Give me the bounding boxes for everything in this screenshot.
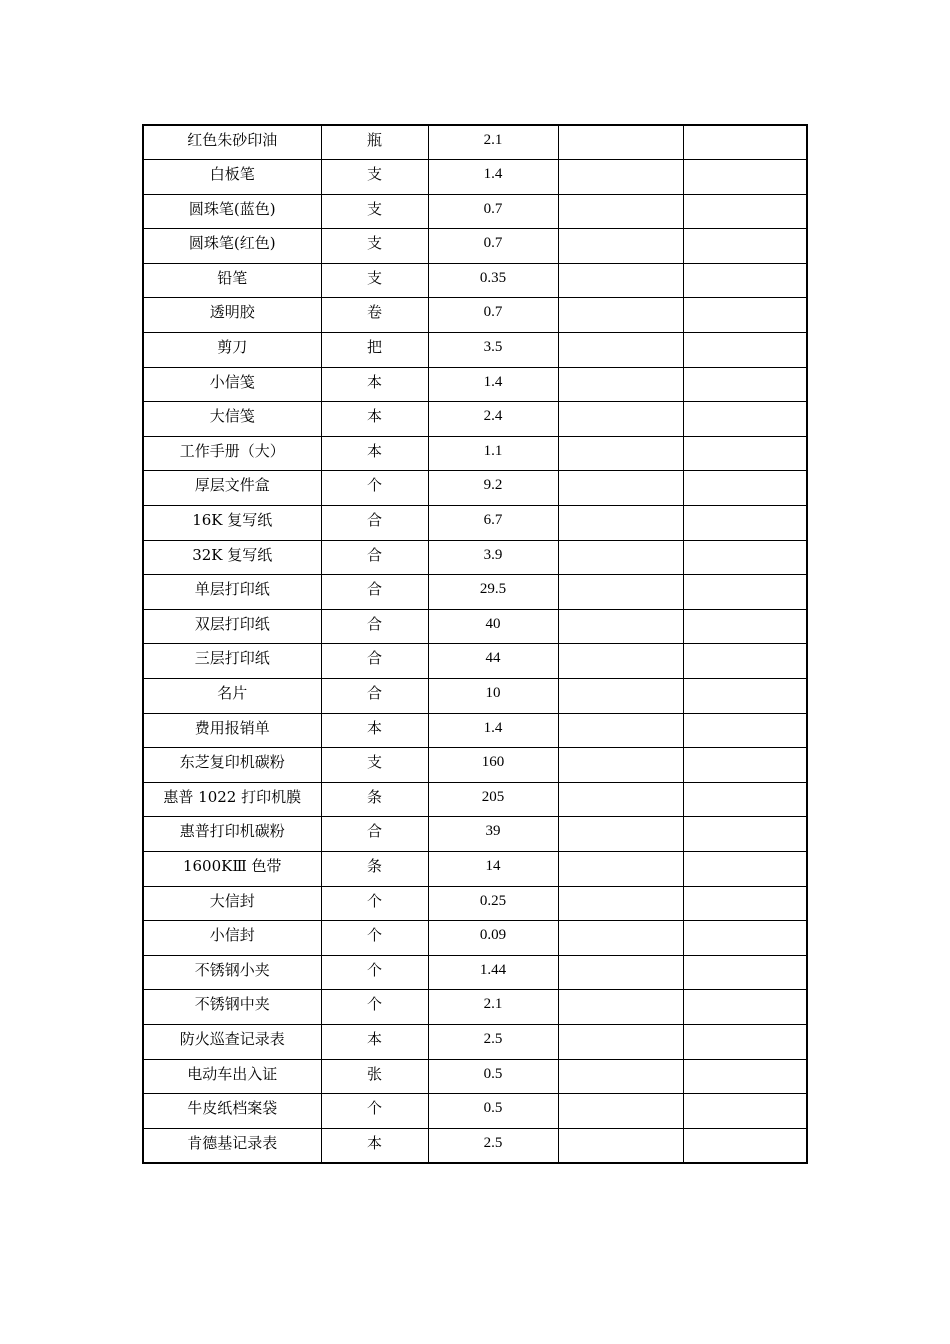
empty-cell xyxy=(683,748,807,783)
unit-price-cell: 3.9 xyxy=(428,540,558,575)
item-name-cell: 白板笔 xyxy=(143,160,321,195)
empty-cell xyxy=(683,955,807,990)
empty-cell xyxy=(683,402,807,437)
item-name-cell: 三层打印纸 xyxy=(143,644,321,679)
unit-cell: 合 xyxy=(321,575,428,610)
unit-cell: 本 xyxy=(321,436,428,471)
empty-cell xyxy=(558,436,683,471)
empty-cell xyxy=(558,955,683,990)
item-name-cell: 牛皮纸档案袋 xyxy=(143,1094,321,1129)
empty-cell xyxy=(683,921,807,956)
table-row xyxy=(143,921,807,956)
empty-cell xyxy=(683,679,807,714)
unit-cell: 瓶 xyxy=(321,125,428,160)
unit-price-cell: 14 xyxy=(428,851,558,886)
empty-cell xyxy=(558,679,683,714)
unit-cell: 个 xyxy=(321,886,428,921)
unit-cell: 支 xyxy=(321,160,428,195)
unit-cell: 个 xyxy=(321,1094,428,1129)
item-name-cell: 圆珠笔(红色) xyxy=(143,229,321,264)
empty-cell xyxy=(558,1059,683,1094)
unit-cell: 本 xyxy=(321,1128,428,1163)
unit-price-cell: 2.1 xyxy=(428,990,558,1025)
table-row xyxy=(143,540,807,575)
item-name-cell: 不锈钢中夹 xyxy=(143,990,321,1025)
empty-cell xyxy=(558,298,683,333)
item-name-cell: 名片 xyxy=(143,679,321,714)
unit-cell: 支 xyxy=(321,263,428,298)
table-row xyxy=(143,125,807,160)
empty-cell xyxy=(683,886,807,921)
empty-cell xyxy=(558,1128,683,1163)
unit-price-cell: 44 xyxy=(428,644,558,679)
unit-price-cell: 0.7 xyxy=(428,229,558,264)
table-row xyxy=(143,713,807,748)
unit-cell: 合 xyxy=(321,679,428,714)
unit-cell: 卷 xyxy=(321,298,428,333)
item-name-cell: 不锈钢小夹 xyxy=(143,955,321,990)
empty-cell xyxy=(558,921,683,956)
unit-cell: 个 xyxy=(321,955,428,990)
unit-cell: 把 xyxy=(321,333,428,368)
table-row xyxy=(143,436,807,471)
unit-cell: 条 xyxy=(321,851,428,886)
empty-cell xyxy=(683,298,807,333)
table-row xyxy=(143,333,807,368)
unit-price-cell: 0.25 xyxy=(428,886,558,921)
table-row xyxy=(143,817,807,852)
unit-price-cell: 10 xyxy=(428,679,558,714)
unit-price-cell: 0.5 xyxy=(428,1059,558,1094)
empty-cell xyxy=(558,540,683,575)
empty-cell xyxy=(558,506,683,541)
unit-price-cell: 2.4 xyxy=(428,402,558,437)
table-row xyxy=(143,471,807,506)
unit-cell: 支 xyxy=(321,229,428,264)
unit-price-cell: 0.7 xyxy=(428,194,558,229)
empty-cell xyxy=(683,229,807,264)
empty-cell xyxy=(683,367,807,402)
unit-price-cell: 2.1 xyxy=(428,125,558,160)
unit-cell: 合 xyxy=(321,609,428,644)
unit-price-cell: 29.5 xyxy=(428,575,558,610)
unit-price-cell: 205 xyxy=(428,782,558,817)
item-name-cell: 红色朱砂印油 xyxy=(143,125,321,160)
unit-price-cell: 2.5 xyxy=(428,1128,558,1163)
empty-cell xyxy=(683,263,807,298)
unit-price-cell: 1.4 xyxy=(428,160,558,195)
empty-cell xyxy=(683,160,807,195)
unit-cell: 合 xyxy=(321,540,428,575)
office-supplies-table xyxy=(142,124,808,1164)
item-name-cell: 肯德基记录表 xyxy=(143,1128,321,1163)
item-name-cell: 小信封 xyxy=(143,921,321,956)
empty-cell xyxy=(683,609,807,644)
empty-cell xyxy=(683,194,807,229)
unit-cell: 张 xyxy=(321,1059,428,1094)
item-name-cell: 双层打印纸 xyxy=(143,609,321,644)
unit-cell: 合 xyxy=(321,644,428,679)
table-row xyxy=(143,679,807,714)
empty-cell xyxy=(558,644,683,679)
unit-price-cell: 40 xyxy=(428,609,558,644)
item-name-cell: 厚层文件盒 xyxy=(143,471,321,506)
item-name-cell: 东芝复印机碳粉 xyxy=(143,748,321,783)
table-row xyxy=(143,782,807,817)
empty-cell xyxy=(683,540,807,575)
unit-price-cell: 0.09 xyxy=(428,921,558,956)
empty-cell xyxy=(683,1094,807,1129)
empty-cell xyxy=(558,713,683,748)
empty-cell xyxy=(558,990,683,1025)
unit-cell: 个 xyxy=(321,471,428,506)
unit-price-cell: 6.7 xyxy=(428,506,558,541)
table-row xyxy=(143,506,807,541)
item-name-cell: 惠普打印机碳粉 xyxy=(143,817,321,852)
unit-cell: 合 xyxy=(321,817,428,852)
unit-price-cell: 1.4 xyxy=(428,713,558,748)
empty-cell xyxy=(683,1128,807,1163)
table-row xyxy=(143,402,807,437)
empty-cell xyxy=(558,367,683,402)
table-row xyxy=(143,229,807,264)
table-row xyxy=(143,1059,807,1094)
table-row xyxy=(143,367,807,402)
table-row xyxy=(143,748,807,783)
empty-cell xyxy=(683,575,807,610)
empty-cell xyxy=(558,609,683,644)
table-row xyxy=(143,886,807,921)
empty-cell xyxy=(683,125,807,160)
unit-price-cell: 9.2 xyxy=(428,471,558,506)
item-name-cell: 大信封 xyxy=(143,886,321,921)
item-name-cell: 透明胶 xyxy=(143,298,321,333)
empty-cell xyxy=(558,782,683,817)
item-name-cell: 费用报销单 xyxy=(143,713,321,748)
item-name-cell: 32K 复写纸 xyxy=(143,540,321,575)
table-row xyxy=(143,263,807,298)
empty-cell xyxy=(558,402,683,437)
empty-cell xyxy=(558,1094,683,1129)
table-row xyxy=(143,160,807,195)
unit-price-cell: 1.44 xyxy=(428,955,558,990)
empty-cell xyxy=(558,333,683,368)
unit-price-cell: 0.35 xyxy=(428,263,558,298)
table-body xyxy=(143,125,807,1163)
empty-cell xyxy=(683,1059,807,1094)
empty-cell xyxy=(683,817,807,852)
empty-cell xyxy=(558,160,683,195)
item-name-cell: 单层打印纸 xyxy=(143,575,321,610)
empty-cell xyxy=(558,194,683,229)
table-row xyxy=(143,1128,807,1163)
unit-price-cell: 39 xyxy=(428,817,558,852)
item-name-cell: 1600KⅢ 色带 xyxy=(143,851,321,886)
unit-price-cell: 160 xyxy=(428,748,558,783)
unit-cell: 个 xyxy=(321,921,428,956)
table-row xyxy=(143,1024,807,1059)
empty-cell xyxy=(683,436,807,471)
item-name-cell: 大信笺 xyxy=(143,402,321,437)
empty-cell xyxy=(558,748,683,783)
unit-cell: 条 xyxy=(321,782,428,817)
empty-cell xyxy=(558,125,683,160)
unit-cell: 支 xyxy=(321,194,428,229)
unit-cell: 本 xyxy=(321,713,428,748)
unit-price-cell: 1.4 xyxy=(428,367,558,402)
unit-cell: 合 xyxy=(321,506,428,541)
table-row xyxy=(143,644,807,679)
table-row xyxy=(143,955,807,990)
unit-cell: 支 xyxy=(321,748,428,783)
empty-cell xyxy=(558,263,683,298)
table-row xyxy=(143,298,807,333)
unit-cell: 本 xyxy=(321,367,428,402)
item-name-cell: 16K 复写纸 xyxy=(143,506,321,541)
unit-price-cell: 3.5 xyxy=(428,333,558,368)
unit-price-cell: 0.5 xyxy=(428,1094,558,1129)
unit-cell: 本 xyxy=(321,1024,428,1059)
empty-cell xyxy=(558,229,683,264)
empty-cell xyxy=(683,1024,807,1059)
empty-cell xyxy=(558,886,683,921)
empty-cell xyxy=(558,851,683,886)
item-name-cell: 铅笔 xyxy=(143,263,321,298)
empty-cell xyxy=(683,851,807,886)
table-row xyxy=(143,990,807,1025)
item-name-cell: 剪刀 xyxy=(143,333,321,368)
item-name-cell: 工作手册（大） xyxy=(143,436,321,471)
unit-cell: 个 xyxy=(321,990,428,1025)
table-row xyxy=(143,1094,807,1129)
item-name-cell: 电动车出入证 xyxy=(143,1059,321,1094)
unit-price-cell: 0.7 xyxy=(428,298,558,333)
empty-cell xyxy=(683,471,807,506)
unit-price-cell: 1.1 xyxy=(428,436,558,471)
table-row xyxy=(143,194,807,229)
empty-cell xyxy=(683,506,807,541)
table-row xyxy=(143,609,807,644)
item-name-cell: 圆珠笔(蓝色) xyxy=(143,194,321,229)
item-name-cell: 惠普 1022 打印机膜 xyxy=(143,782,321,817)
empty-cell xyxy=(558,575,683,610)
empty-cell xyxy=(683,713,807,748)
item-name-cell: 小信笺 xyxy=(143,367,321,402)
empty-cell xyxy=(558,1024,683,1059)
table-row xyxy=(143,575,807,610)
empty-cell xyxy=(683,333,807,368)
unit-cell: 本 xyxy=(321,402,428,437)
empty-cell xyxy=(683,644,807,679)
empty-cell xyxy=(683,990,807,1025)
empty-cell xyxy=(558,471,683,506)
item-name-cell: 防火巡查记录表 xyxy=(143,1024,321,1059)
empty-cell xyxy=(683,782,807,817)
table-row xyxy=(143,851,807,886)
unit-price-cell: 2.5 xyxy=(428,1024,558,1059)
empty-cell xyxy=(558,817,683,852)
